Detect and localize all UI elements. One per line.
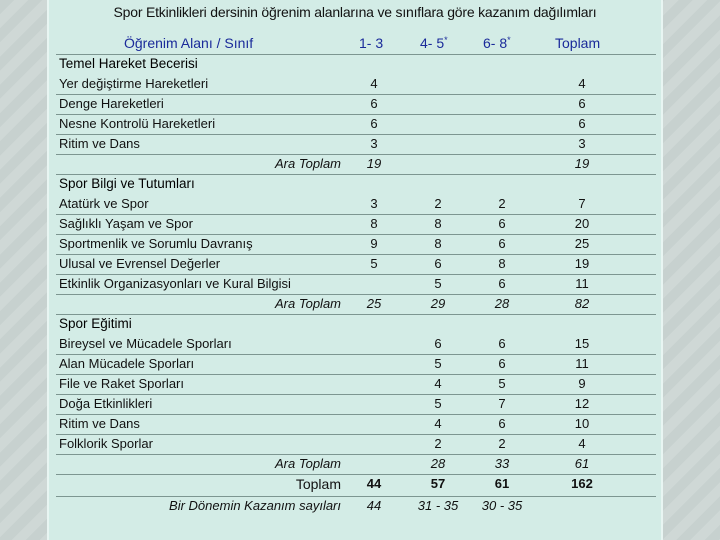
cell: 44 — [366, 476, 382, 491]
subtotal-row — [49, 454, 661, 474]
cell: 8 — [370, 216, 378, 231]
cell: 12 — [574, 396, 590, 411]
cell: 25 — [574, 236, 590, 251]
table-row — [49, 194, 661, 214]
table-panel — [47, 0, 663, 540]
cell: Ulusal ve Evrensel Değerler — [59, 256, 221, 271]
section-heading — [49, 54, 661, 74]
cell: 3 — [370, 136, 378, 151]
section-title: Spor Eğitimi — [59, 316, 132, 331]
cell: 8 — [434, 216, 442, 231]
table-row — [49, 394, 661, 414]
cell: 4 — [370, 76, 378, 91]
cell: 57 — [430, 476, 446, 491]
cell: 6 — [578, 116, 586, 131]
cell: 30 - 35 — [481, 498, 523, 513]
cell: 44 — [366, 498, 382, 513]
cell: 6 — [498, 216, 506, 231]
cell: 6 — [498, 236, 506, 251]
cell: Nesne Kontrolü Hareketleri — [59, 116, 216, 131]
section-heading — [49, 314, 661, 334]
cell: 5 — [498, 376, 506, 391]
cell: Denge Hareketleri — [59, 96, 164, 111]
cell: 9 — [370, 236, 378, 251]
cell: 162 — [571, 476, 593, 491]
cell: Toplam — [295, 476, 341, 492]
total-row — [49, 474, 661, 494]
table-row — [49, 234, 661, 254]
table-row — [49, 414, 661, 434]
cell: Ara Toplam — [275, 156, 341, 171]
cell: 28 — [494, 296, 510, 311]
cell: 28 — [430, 456, 446, 471]
header-grade-4-5-label: 4- 5 — [420, 35, 445, 51]
cell: 6 — [498, 336, 506, 351]
cell: 6 — [498, 356, 506, 371]
cell: Ritim ve Dans — [59, 416, 140, 431]
cell: 3 — [578, 136, 586, 151]
cell: File ve Raket Sporları — [59, 376, 184, 391]
table-row — [49, 74, 661, 94]
cell: 11 — [575, 356, 589, 371]
cell: Alan Mücadele Sporları — [59, 356, 195, 371]
header-grade-4-5-mark: * — [444, 35, 448, 45]
cell: 6 — [578, 96, 586, 111]
cell: 33 — [494, 456, 510, 471]
header-grade-4-5 — [420, 35, 448, 51]
cell: 2 — [434, 436, 442, 451]
cell: 29 — [430, 296, 446, 311]
cell: 6 — [498, 416, 506, 431]
cell: 4 — [578, 76, 586, 91]
semester-row — [49, 496, 661, 516]
cell: 5 — [370, 256, 378, 271]
table-row — [49, 434, 661, 454]
cell: Bir Dönemin Kazanım sayıları — [169, 498, 341, 513]
cell: Sportmenlik ve Sorumlu Davranış — [59, 236, 253, 251]
cell: Doğa Etkinlikleri — [59, 396, 153, 411]
cell: Ara Toplam — [275, 296, 341, 311]
cell: 19 — [366, 156, 382, 171]
cell: 6 — [434, 336, 442, 351]
cell: 5 — [434, 356, 442, 371]
cell: Ara Toplam — [275, 456, 341, 471]
table-row — [49, 334, 661, 354]
table-row — [49, 274, 661, 294]
table-row — [49, 214, 661, 234]
cell: 61 — [494, 476, 510, 491]
cell: 19 — [574, 256, 590, 271]
table-row — [49, 354, 661, 374]
cell: 8 — [498, 256, 506, 271]
table-row — [49, 114, 661, 134]
cell: 4 — [578, 436, 586, 451]
cell: 6 — [434, 256, 442, 271]
cell: Etkinlik Organizasyonları ve Kural Bilgisi — [59, 276, 291, 291]
cell: 11 — [575, 276, 589, 291]
header-grade-6-8-label: 6- 8 — [483, 35, 508, 51]
cell: 20 — [574, 216, 590, 231]
cell: Ritim ve Dans — [59, 136, 140, 151]
header-grade-6-8-mark: * — [507, 35, 511, 45]
header-grade-6-8 — [483, 35, 511, 51]
cell: 4 — [434, 416, 442, 431]
cell: 6 — [370, 96, 378, 111]
table-row — [49, 374, 661, 394]
section-title: Temel Hareket Becerisi — [59, 56, 198, 71]
cell: 2 — [498, 196, 506, 211]
cell: 82 — [574, 296, 590, 311]
cell: 25 — [366, 296, 382, 311]
cell: 2 — [434, 196, 442, 211]
subtotal-row — [49, 154, 661, 174]
header-total: Toplam — [555, 35, 601, 51]
header-grade-1-3: 1- 3 — [359, 35, 384, 51]
section-title: Spor Bilgi ve Tutumları — [59, 176, 195, 191]
cell: 7 — [498, 396, 506, 411]
cell: 10 — [574, 416, 590, 431]
cell: Sağlıklı Yaşam ve Spor — [59, 216, 193, 231]
subtotal-row — [49, 294, 661, 314]
cell: 6 — [498, 276, 506, 291]
cell: 5 — [434, 276, 442, 291]
cell: 9 — [578, 376, 586, 391]
cell: Atatürk ve Spor — [59, 196, 149, 211]
cell: 61 — [574, 456, 590, 471]
table-row — [49, 134, 661, 154]
cell: 7 — [578, 196, 586, 211]
cell: Yer değiştirme Hareketleri — [59, 76, 209, 91]
cell: 5 — [434, 396, 442, 411]
cell: 15 — [574, 336, 590, 351]
header-area: Öğrenim Alanı / Sınıf — [124, 35, 254, 51]
cell: 31 - 35 — [417, 498, 459, 513]
page-title: Spor Etkinlikleri dersinin öğrenim alanlarına ve sınıflara göre kazanım dağılımları — [113, 4, 597, 20]
cell: 19 — [574, 156, 590, 171]
section-heading — [49, 174, 661, 194]
cell: 6 — [370, 116, 378, 131]
cell: 8 — [434, 236, 442, 251]
table-row — [49, 94, 661, 114]
cell: 2 — [498, 436, 506, 451]
cell: 4 — [434, 376, 442, 391]
table-row — [49, 254, 661, 274]
cell: 3 — [370, 196, 378, 211]
cell: Folklorik Sporlar — [59, 436, 153, 451]
cell: Bireysel ve Mücadele Sporları — [59, 336, 232, 351]
